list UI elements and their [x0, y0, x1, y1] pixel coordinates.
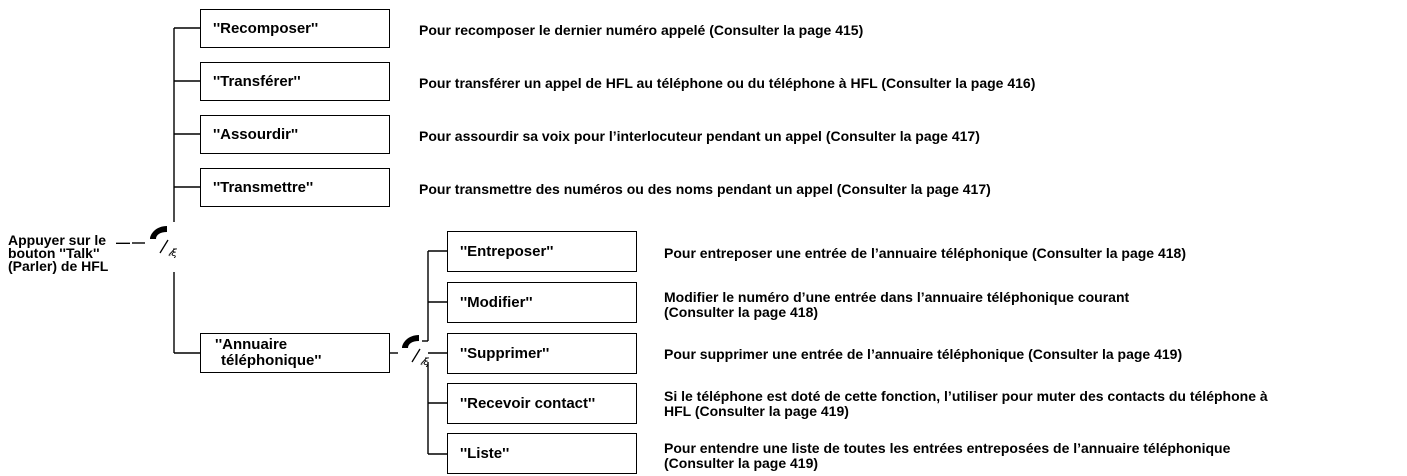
- transmettre-description: Pour transmettre des numéros ou des noms pendant un appel (Consulter la page 417): [419, 181, 991, 197]
- entreposer-box: [447, 231, 637, 272]
- entreposer-label: ''Entreposer'': [460, 243, 554, 260]
- transferer-description: Pour transférer un appel de HFL au téléphone ou du téléphone à HFL (Consulter la page 416): [419, 75, 1036, 91]
- annuaire-line-1: ''Annuaire: [215, 336, 288, 353]
- liste-description-line-1: Pour entendre une liste de toutes les entrées entreposées de l’annuaire téléphonique: [664, 440, 1231, 456]
- transferer-label: ''Transférer'': [213, 73, 301, 90]
- supprimer-description-line-1: Pour supprimer une entrée de l’annuaire téléphonique (Consulter la page 419): [664, 346, 1183, 362]
- root-line-3: (Parler) de HFL: [8, 258, 109, 274]
- assourdir-label: ''Assourdir'': [213, 126, 299, 143]
- modifier-description: [664, 290, 1129, 320]
- talk-button-icon: [146, 222, 190, 262]
- supprimer-box: [447, 333, 637, 374]
- transmettre-label: ''Transmettre'': [213, 179, 314, 196]
- root-line-2: bouton ''Talk'': [8, 245, 100, 261]
- assourdir-description: Pour assourdir sa voix pour l’interlocuteur pendant un appel (Consulter la page 417): [419, 128, 980, 144]
- svg-text:𝓁ξ: 𝓁ξ: [420, 357, 429, 368]
- root-line-1: Appuyer sur le: [8, 232, 107, 248]
- svg-text:𝓁ξ: 𝓁ξ: [168, 248, 177, 259]
- liste-label: ''Liste'': [460, 445, 510, 462]
- recomposer-label: ''Recomposer'': [213, 20, 319, 37]
- recomposer-description: Pour recomposer le dernier numéro appelé (Consulter la page 415): [419, 22, 864, 38]
- recevoir-contact-box: [447, 383, 637, 424]
- modifier-label: ''Modifier'': [460, 294, 533, 311]
- annuaire-line-2: téléphonique'': [221, 352, 322, 369]
- liste-description-line-2: (Consulter la page 419): [664, 455, 819, 471]
- recevoir-contact-label: ''Recevoir contact'': [460, 395, 596, 412]
- recevoir-contact-description-line-1: Si le téléphone est doté de cette fonction, l’utiliser pour muter des contacts du téléphone à: [664, 388, 1268, 404]
- modifier-description-line-1: Modifier le numéro d’une entrée dans l’annuaire téléphonique courant: [664, 289, 1130, 305]
- supprimer-description: [664, 347, 1182, 362]
- modifier-box: [447, 282, 637, 323]
- modifier-description-line-2: (Consulter la page 418): [664, 304, 819, 320]
- transmettre-box: [200, 168, 390, 207]
- transferer-box: [200, 62, 390, 101]
- assourdir-box: [200, 115, 390, 154]
- annuaire-box: [200, 333, 390, 373]
- liste-box: [447, 433, 637, 474]
- talk-button-icon-sub: [398, 331, 442, 371]
- entreposer-description: [664, 246, 1186, 261]
- root-instruction: [8, 234, 108, 273]
- recevoir-contact-description-line-2: HFL (Consulter la page 419): [664, 403, 849, 419]
- recevoir-contact-description: [664, 389, 1268, 419]
- entreposer-description-line-1: Pour entreposer une entrée de l’annuaire téléphonique (Consulter la page 418): [664, 245, 1187, 261]
- supprimer-label: ''Supprimer'': [460, 345, 550, 362]
- recomposer-box: [200, 9, 390, 48]
- liste-description: [664, 441, 1230, 471]
- root-dash: —: [116, 234, 130, 250]
